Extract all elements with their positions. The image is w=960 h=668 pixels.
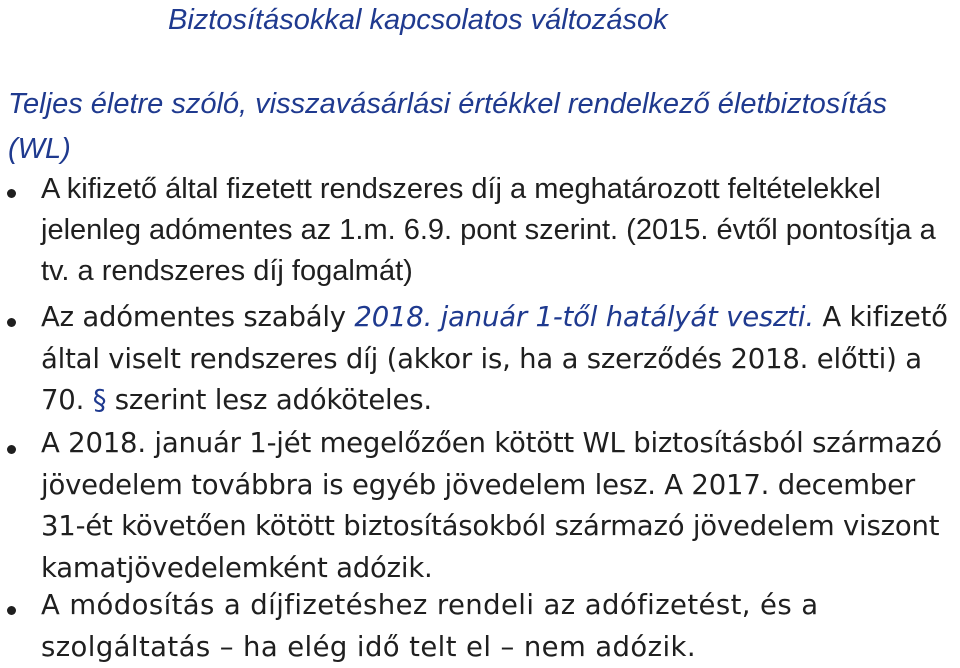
slide-subtitle: Teljes életre szóló, visszavásárlási értékkel rendelkező életbiztosítás (WL) (8, 88, 888, 165)
bullet-text: A módosítás a díjfizetéshez rendeli az adófizetést, és a szolgáltatás – ha elég idő telt el – nem adózik. (41, 589, 819, 663)
bullet-text: A kifizető által fizetett rendszeres díj a meghatározott feltételekkel jelenleg adómentes az 1.m. 6.9. pont szerint. (2015. évtől pontosítja a tv. a rendszeres díj fogalmát) (41, 173, 936, 287)
effective-date-highlight: 2018. január 1-től hatályát veszti. (354, 301, 814, 333)
bullet-text-middle: A kifizető által viselt rendszeres díj (akkor is, ha a szerződés 2018. előtti) a 70. (41, 301, 948, 416)
slide-title: Biztosításokkal kapcsolatos változások (168, 4, 668, 36)
bullet-dot-icon (7, 189, 16, 198)
section-symbol: § (92, 384, 107, 416)
bullet-text: A 2018. január 1-jét megelőzően kötött WL biztosításból származó jövedelem továbbra is egyéb jövedelem lesz. A 2017. december 31-ét követően kötött biztosításokból származó jövedelem viszont kamatjövedelemként adózik. (41, 427, 942, 584)
bullet-dot-icon (7, 606, 16, 615)
bullet-dot-icon (7, 318, 16, 327)
bullet-text-end: szerint lesz adóköteles. (106, 384, 432, 416)
bullet-text-lead: Az adómentes szabály (41, 301, 355, 333)
bullet-text (41, 297, 953, 422)
bullet-dot-icon (7, 445, 16, 454)
